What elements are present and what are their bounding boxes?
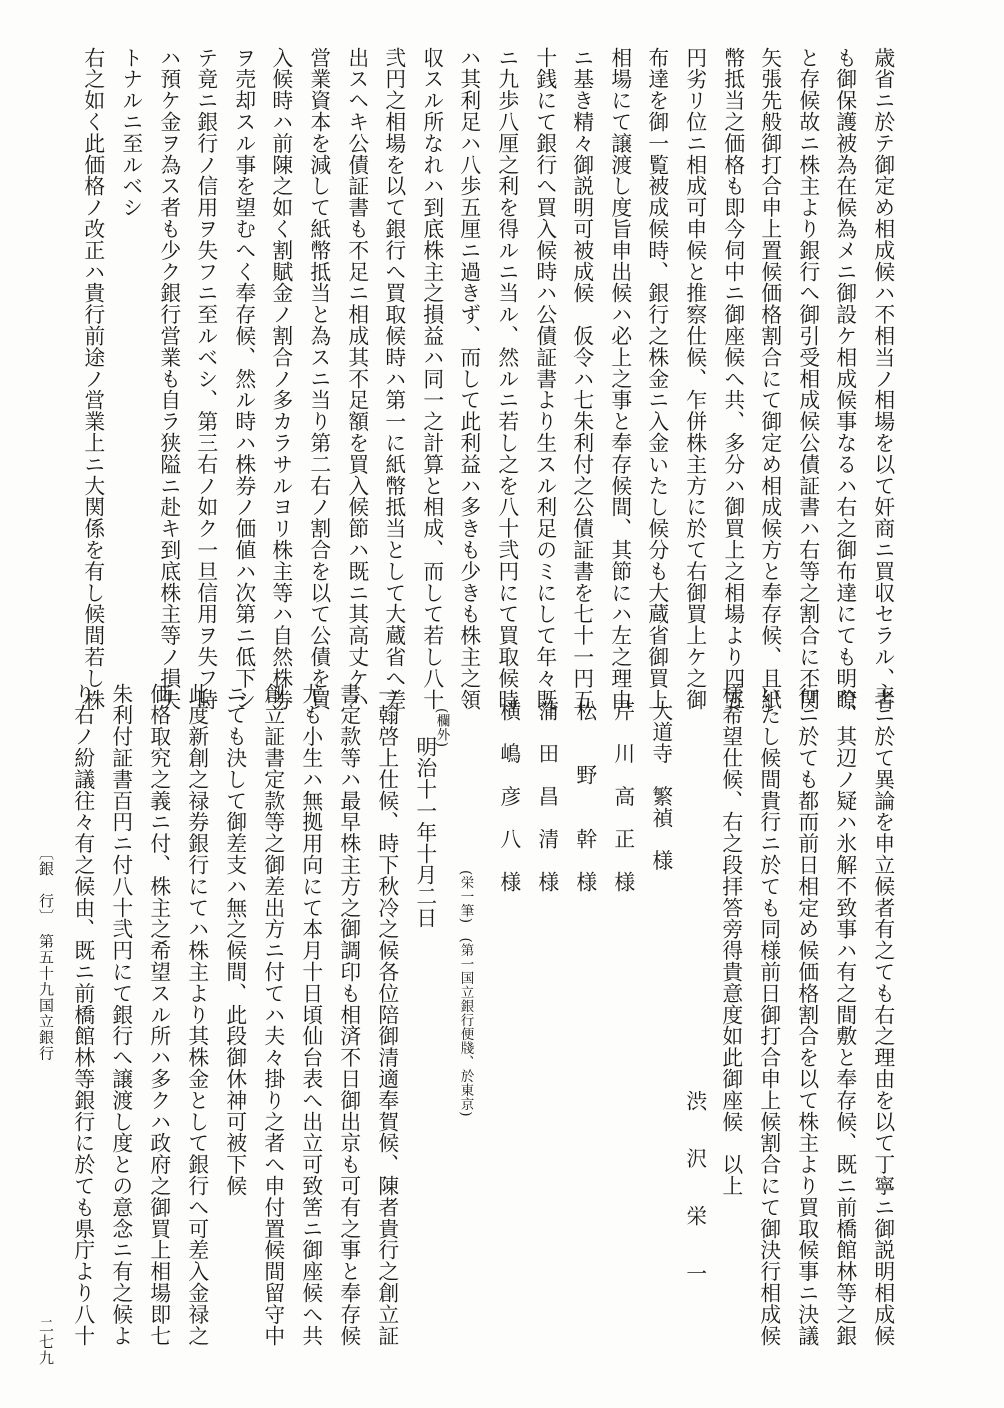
- lower-text-column-5: ニても決して御差支ハ無之候間、此段御休神可被下候: [222, 683, 247, 1197]
- lower-text-column-6: 此度新創之禄券銀行にてハ株主より其株金として銀行へ可差入金禄之: [184, 683, 209, 1347]
- text-column-upper-17: 入候時ハ前陳之如く割賦金ノ割合ノ多カラサルヨリ株主等ハ自然株券: [268, 47, 293, 711]
- text-column-upper-10: 十銭にて銀行へ買入候時ハ公債証書より生スル利足のミにして年々既: [532, 47, 557, 711]
- lower-text-column-1: 一翰啓上仕候、時下秋冷之候各位陪御清適奉賀候、陳者貴行之創立証: [374, 683, 399, 1347]
- letter-column-2: ハ、其辺ノ疑ハ氷解不致事ハ有之間敷と奉存候、既ニ前橋館林等之銀: [832, 683, 857, 1347]
- text-column-upper-13: 収スル所なれハ到底株主之損益ハ同一之計算と相成、而して若し八十: [419, 47, 444, 711]
- addressee-4: 蒲 田 昌 清 様: [534, 700, 559, 893]
- text-column-upper-14: 弐円之相場を以て銀行へ買取候時ハ第一に紙幣抵当として大蔵省へ差: [381, 47, 406, 711]
- text-column-upper-4: 矢張先般御打合申上置候価格割合にて御定め相成候方と奉存候、且紙: [757, 47, 782, 711]
- text-column-upper-15: 出スヘキ公債証書も不足ニ相成其不足額を買入候節ハ既ニ其高丈ケハ: [344, 47, 369, 711]
- text-column-upper-19: テ竟ニ銀行ノ信用ヲ失フニ至ルベシ、第三右ノ如ク一旦信用ヲ失フ時: [193, 47, 218, 711]
- letter-source-note: (栄一筆) (第一国立銀行便牋、於東京): [457, 870, 474, 1118]
- text-column-upper-12: ハ其利足ハ八歩五厘ニ過きず、而して此利益ハ多きも少きも株主之領: [456, 47, 481, 711]
- text-column-upper-1: 歳省ニ於テ御定め相成候ハ不相当ノ相場を以て奸商ニ買収セラル、者: [870, 47, 895, 711]
- addressee-2: 芹 川 高 正 様: [610, 700, 635, 893]
- text-column-upper-5: 幣抵当之価格も即今伺中ニ御座候へ共、多分ハ御買上之相場より四五: [720, 47, 745, 711]
- text-column-upper-22: 右之如く此価格ノ改正ハ貴行前途ノ営業上ニ大関係を有し候間若し株: [80, 47, 105, 711]
- lower-text-column-2: 書定款等ハ最早株主方之御調印も相済不日御出京も可有之事と奉存候: [336, 683, 361, 1347]
- text-column-upper-3: と存候故ニ株主より銀行へ御引受相成候公債証書ハ右等之割合に不関: [795, 47, 820, 711]
- letter-column-5: 様希望仕候、右之段拝答旁得貴意度如此御座候 以上: [718, 683, 743, 1197]
- lower-text-column-8: 朱利付証書百円ニ付八十弐円にて銀行へ譲渡し度との意念ニ有之候よ: [108, 683, 133, 1347]
- addressee-1: 大道寺 繁禎 様: [648, 700, 673, 872]
- lower-text-column-4: 創立証書定款等之御差出方ニ付てハ夫々掛り之者へ申付置候間留守中: [260, 683, 285, 1347]
- addressee-5: 横 嶋 彦 八 様: [496, 700, 521, 893]
- text-column-upper-9: ニ基き精々御説明可被成候 仮令ハ七朱利付之公債証書を七十一円五: [569, 47, 594, 711]
- text-column-upper-21: トナルニ至ルベシ: [118, 47, 143, 219]
- text-column-upper-16: 営業資本を減して紙幣抵当と為スニ当り第二右ノ割合を以て公債を買: [306, 47, 331, 711]
- signature-shibusawa: 渋 沢 栄 一: [682, 1090, 707, 1292]
- letter-column-4: いたし候間貴行ニ於ても同様前日御打合申上候割合にて御決行相成候: [756, 683, 781, 1347]
- text-column-upper-6: 円劣リ位ニ相成可申候と推察仕候、乍併株主方に於て右御買上ケ之御: [682, 47, 707, 711]
- text-column-upper-8: 相場にて譲渡し度旨申出候ハ必上之事と奉存候間、其節にハ左之理由: [607, 47, 632, 711]
- lower-text-column-9: り右ノ紛議往々有之候由、既ニ前橋館林等銀行に於ても県庁より八十: [70, 683, 95, 1347]
- page-number: 二七九: [37, 1318, 55, 1366]
- addressee-3: 松 野 幹 様: [572, 700, 597, 893]
- letter-column-3: 行ニ於ても都而前日相定め候価格割合を以て株主より買取候事ニ決議: [794, 683, 819, 1347]
- running-head: 〔銀 行〕 第五十九国立銀行: [37, 845, 55, 1062]
- letter-date: 明治十一年十月二日: [412, 736, 437, 929]
- lower-text-column-7: 価格取究之義ニ付、株主之希望スル所ハ多クハ政府之御買上相場即七: [146, 683, 171, 1347]
- letter-column-1: 主ニ於て異論を申立候者有之ても右之理由を以て丁寧ニ御説明相成候: [870, 683, 895, 1347]
- text-column-upper-20: ハ預ケ金ヲ為ス者も少ク銀行営業も自ラ狭隘ニ赴キ到底株主等ノ損失: [156, 47, 181, 711]
- text-column-upper-18: ヲ売却スル事を望むへく奉存候、然ル時ハ株券ノ価値ハ次第ニ低下シ: [231, 47, 256, 711]
- lower-text-column-3: 尤も小生ハ無拠用向にて本月十日頃仙台表へ出立可致筈ニ御座候へ共: [298, 683, 323, 1347]
- text-column-upper-2: も御保護被為在候為メニ御設ケ相成候事なるハ右之御布達にても明瞭: [832, 47, 857, 711]
- marginal-note: (欄外): [433, 708, 450, 748]
- text-column-upper-11: ニ九歩八厘之利を得ルニ当ル、然ルニ若し之を八十弐円にて買取候時: [494, 47, 519, 711]
- text-column-upper-7: 布達を御一覧被成候時、銀行之株金ニ入金いたし候分も大蔵省御買上: [644, 47, 669, 711]
